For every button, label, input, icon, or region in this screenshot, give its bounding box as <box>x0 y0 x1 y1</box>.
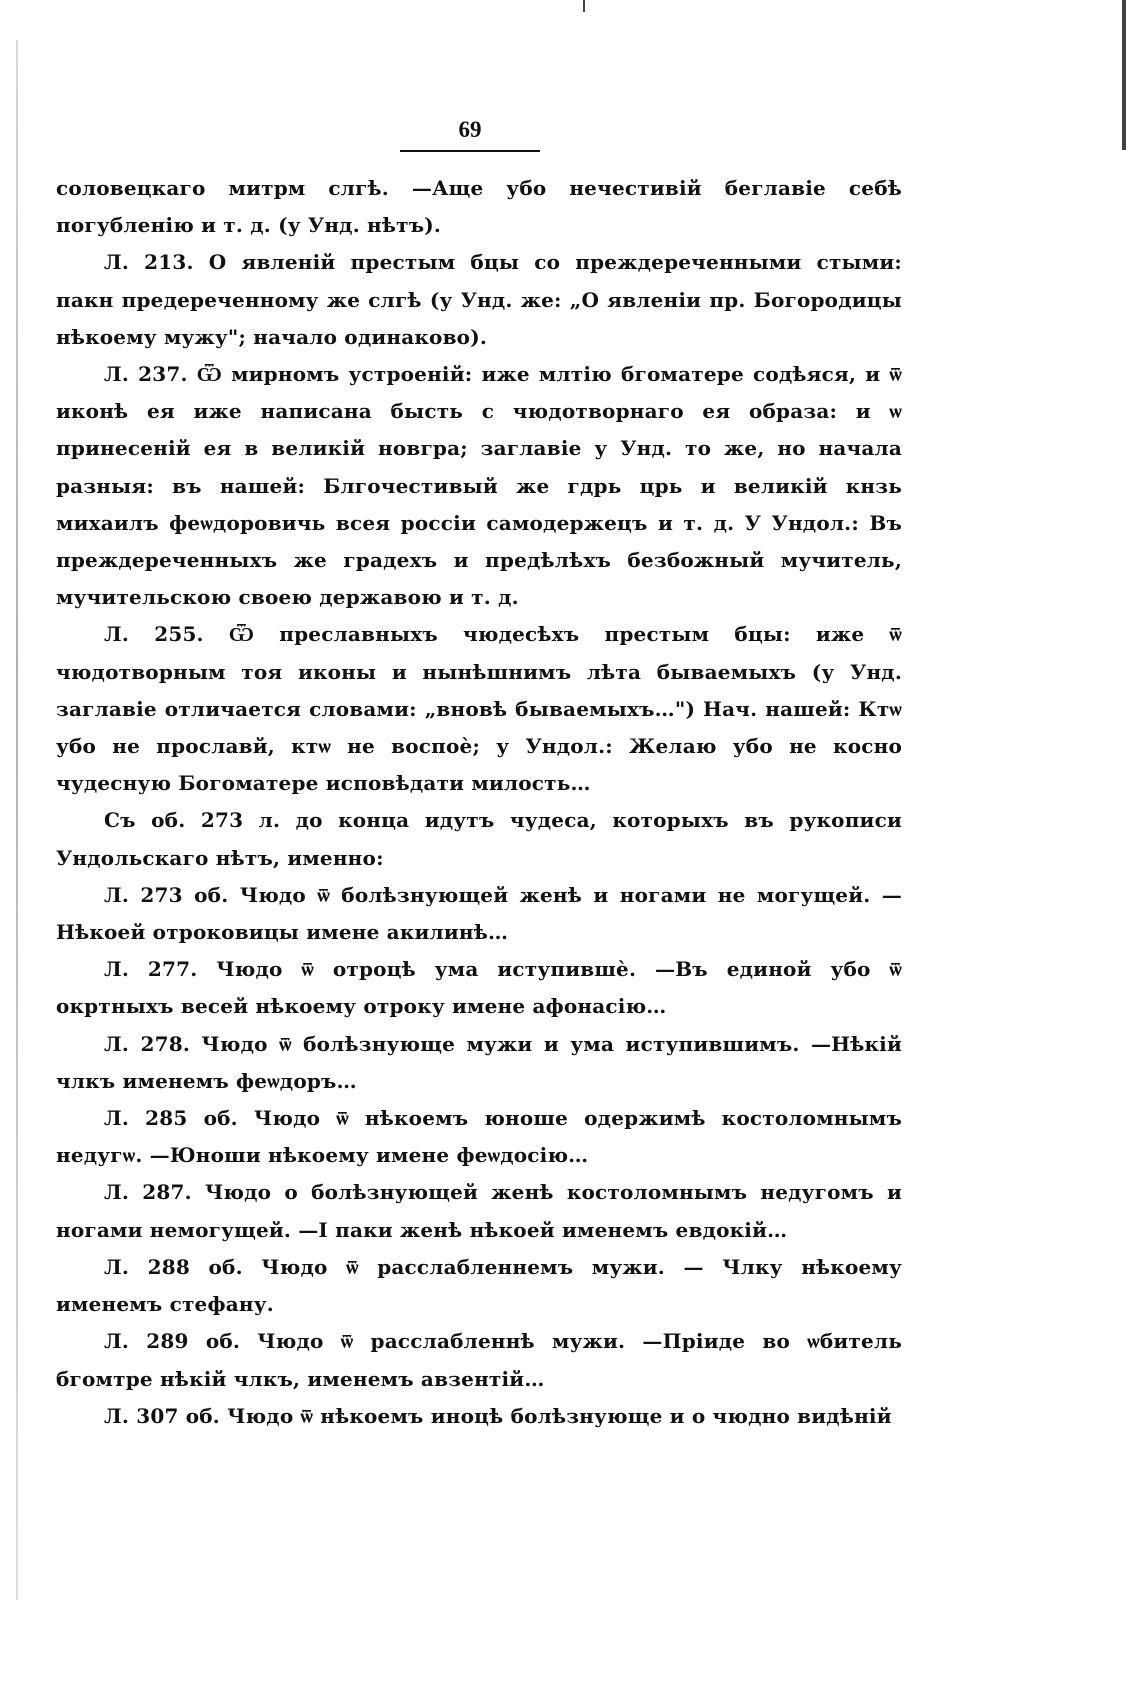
paragraph: Л. 277. Чюдо ѿ отроцѣ ума иступившѐ. —Въ единой убо ѿ окртныхъ весей нѣкоему отроку имене афонасію… <box>56 957 902 1019</box>
page-edge-left <box>16 40 18 1600</box>
body-text <box>56 170 902 1435</box>
header-rule <box>400 150 540 152</box>
paragraph: Л. 287. Чюдо о болѣзнующей женѣ костоломнымъ недугомъ и ногами немогущей. —І паки женѣ нѣкоей именемъ евдокій… <box>56 1180 902 1242</box>
paragraph: соловецкаго митрм слгѣ. —Аще убо нечестивій беглавіе себѣ погубленію и т. д. (у Унд. нѣтъ). <box>56 176 902 238</box>
page-edge-right <box>1122 0 1126 150</box>
paragraph: Л. 288 об. Чюдо ѿ расслабленнемъ мужи. — Члку нѣкоему именемъ стефану. <box>56 1254 902 1317</box>
paragraph: Л. 273 об. Чюдо ѿ болѣзнующей женѣ и ногами не могущей. —Нѣкоей отроковицы имене акилинѣ… <box>56 882 902 945</box>
paragraph: Л. 237. Ѿ мирномъ устроеній: иже млтію бгоматере содѣяся, и ѿ иконѣ ея иже написана бысть с чюдотворнаго ея образа: и ѡ принесеній ея в великій новгра; заглавіе у Унд. то же, но начала разныя: въ нашей: Блгочестивый же гдрь црь и великій кнзь михаилъ феѡдоровичь всея россіи самодержецъ и т. д. У Ундол.: Въ преждереченныхъ же градехъ и предѣлѣхъ безбожный мучитель, мучительскою своею державою и т. д. <box>56 362 902 610</box>
paragraph: Съ об. 273 л. до конца идутъ чудеса, которыхъ въ рукописи Ундольскаго нѣтъ, именно: <box>56 808 902 870</box>
paragraph: Л. 213. О явленій престым бцы со преждереченными стыми: пакн предереченному же слгѣ (у Унд. же: „О явленіи пр. Богородицы нѣкоему мужу"; начало одинаково). <box>56 250 902 349</box>
paragraph: Л. 289 об. Чюдо ѿ расслабленнѣ мужи. —Пріиде во ѡбитель бгомтре нѣкій члкъ, именемъ авзентій… <box>56 1329 902 1391</box>
paragraph: Л. 285 об. Чюдо ѿ нѣкоемъ юноше одержимѣ костоломнымъ недугѡ. —Юноши нѣкоему имене феѡдосію… <box>56 1106 902 1168</box>
paragraph: Л. 307 об. Чюдо ѿ нѣкоемъ иноцѣ болѣзнующе и о чюдно видѣній <box>104 1403 892 1428</box>
paragraph: Л. 278. Чюдо ѿ болѣзнующе мужи и ума иступившимъ. —Нѣкій члкъ именемъ феѡдоръ… <box>56 1031 902 1093</box>
page-number: 69 <box>458 117 482 142</box>
paragraph: Л. 255. Ѿ преславныхъ чюдесѣхъ престым бцы: иже ѿ чюдотворным тоя иконы и нынѣшнимъ лѣта бываемыхъ (у Унд. заглавіе отличается словами: „вновѣ бываемыхъ…") Нач. нашей: Ктѡ убо не прославй, ктѡ не воспоѐ; у Ундол.: Желаю убо не косно чудесную Богоматере исповѣдати милость… <box>56 622 902 796</box>
page-header <box>400 118 540 152</box>
page-edge-top <box>583 0 585 12</box>
